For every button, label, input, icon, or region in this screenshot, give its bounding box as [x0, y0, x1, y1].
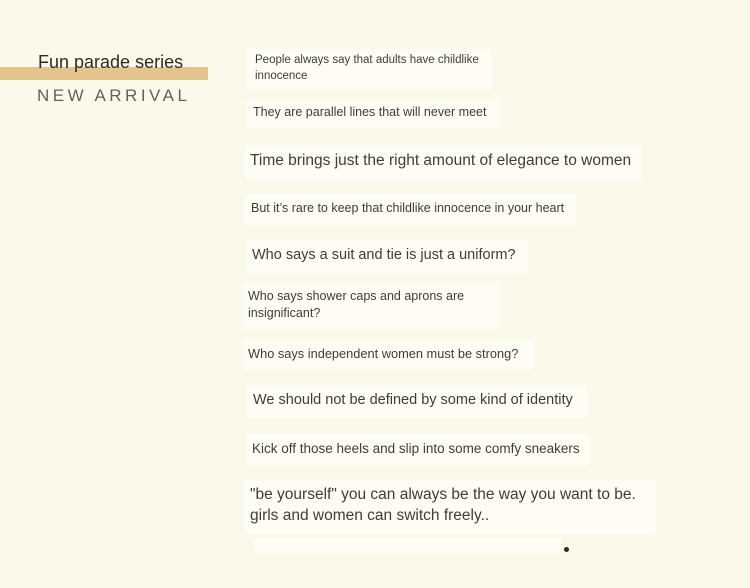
quote-line-comfy-sneakers: Kick off those heels and slip into some comfy sneakers	[247, 434, 590, 466]
quote-line-childlike-innocence: People always say that adults have childlike innocence	[247, 49, 491, 90]
quote-line-parallel-lines: They are parallel lines that will never meet	[246, 99, 500, 128]
quote-line-rare-innocence: But it’s rare to keep that childlike innocence in your heart	[245, 194, 576, 225]
quote-line-shower-caps: Who says shower caps and aprons are insignificant?	[243, 283, 500, 329]
quote-line-suit-and-tie: Who says a suit and tie is just a uniform?	[246, 240, 528, 274]
bullet-dot	[564, 547, 569, 552]
quote-line-be-yourself: "be yourself" you can always be the way you want to be. girls and women can switch freely..	[245, 480, 655, 534]
new-arrival-label: NEW ARRIVAL	[37, 86, 191, 105]
empty-highlight-strip	[254, 538, 561, 553]
quote-line-identity: We should not be defined by some kind of identity	[247, 385, 587, 419]
series-title: Fun parade series	[38, 52, 184, 72]
quote-line-time-elegance: Time brings just the right amount of elegance to women	[245, 145, 641, 180]
quote-line-independent-women: Who says independent women must be strong?	[243, 339, 534, 370]
